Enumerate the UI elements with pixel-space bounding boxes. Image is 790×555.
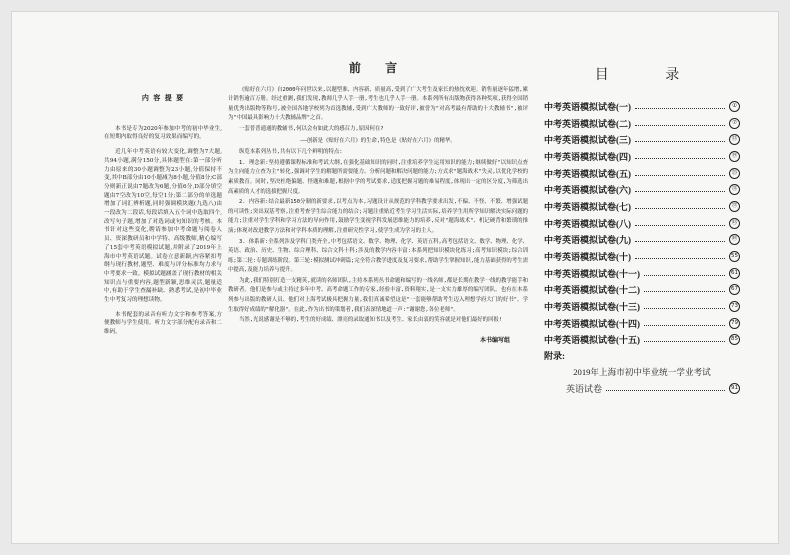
toc-entry-title: 中考英语模拟试卷(十一) xyxy=(544,268,640,279)
toc-entry-title: 中考英语模拟试卷(十二) xyxy=(544,285,640,296)
toc-page-number: ㉕ xyxy=(729,168,740,179)
toc-page-number: ㉛ xyxy=(729,184,740,195)
toc-column xyxy=(544,64,740,397)
toc-leader-dots xyxy=(635,141,725,142)
toc-appendix-title: 2019年上海市初中毕业统一学业考试 xyxy=(573,367,711,378)
toc-entry[interactable] xyxy=(544,131,740,148)
toc-entry[interactable] xyxy=(544,232,740,249)
intro-column xyxy=(104,94,222,343)
preface-paragraph: 《贴好在六月》自2000年问世以来,以题型准、内容新、质量高,受到了广大考生及家长的热忱欢迎。销售量逐年猛增,累计销售逾百万册。经过重测,我们发现,教师几乎人手一册,考生也几乎人手一册。本系列所有出版物获得各种奖项,获得全国销量优秀出版物等称号,被全国各地学校列为首选教辅,受到广大教师的一致好评,被誉为"对高考最有帮助的十大教辅书",被评为"中国最具影响力十大教辅品牌"之首。 xyxy=(228,86,528,122)
toc-page-number: 73 xyxy=(729,301,740,312)
toc-page-number: ㊸ xyxy=(729,218,740,229)
toc-entry[interactable] xyxy=(544,165,740,182)
toc-leader-dots xyxy=(606,390,725,391)
preface-paragraph: 一套普普通通的教辅书,何以会有如此大的感召力,原因何在? xyxy=(239,125,384,132)
intro-paragraph: 本书配套的录音有听力文字和参考答案,方便教师与学生使用。听力文字部分配有录音和二维码。 xyxy=(104,311,222,336)
toc-entry-title: 中考英语模拟试卷(四) xyxy=(544,151,631,162)
toc-entry-title: 中考英语模拟试卷(十四) xyxy=(544,318,640,329)
toc-entry[interactable] xyxy=(544,332,740,349)
toc-leader-dots xyxy=(644,291,725,292)
preface-paragraph: 2. 内容新:结合最新150分制的新要求,以考点为本,习题设计从规范的学科教学要求出发,不偏、不怪、不繁、增强试题的可读性;突出双基考察,注重考查学生综合能力的结合;习题注重贴近考生学习生活实际,培养学生用所学知识解决实际问题的能力;注重对学生学科和学习方法的导向作用,鼓励学生变视学科发展思维能力的培养,反对"题海战术"、机记硬背和繁琐的推演;体现对改进教学方法和对学科本质的理解,注重研究性学习,使学生成为学习的主人。 xyxy=(228,199,528,234)
toc-leader-dots xyxy=(635,175,725,176)
book-spread xyxy=(12,12,778,543)
toc-page-number: 85 xyxy=(729,334,740,345)
preface-signature: 本书编写组 xyxy=(479,336,510,344)
toc-page-number: 91 xyxy=(729,383,740,394)
intro-title: 内 容 提 要 xyxy=(141,94,185,102)
preface-title: 前 言 xyxy=(348,61,408,75)
toc-page-number: 55 xyxy=(729,251,740,262)
toc-entry-title: 中考英语模拟试卷(二) xyxy=(544,118,631,129)
toc-page-number: ㊾ xyxy=(729,234,740,245)
preface-paragraph: 3. 体系新:全系列涉及学科门类齐全,中考包括语文、数学、物理、化学、英语五科,高考包括语文、数学、物理、化学、英语、政治、历史、生物、综合理科、综合文科十科;涉及的教学内容丰富:本系列把知识模块化练习;高考知识模块;综合训练;第二轮:专题训练阶段。第三轮:模拟测试冲刺篇;完全符合教学进度及复习要求,帮助学生掌握知识,能力基础获得的考生需中提高,及能力培养与提升。 xyxy=(228,238,529,274)
toc-leader-dots xyxy=(635,108,725,109)
toc-page-number: ⑦ xyxy=(729,118,740,129)
toc-entry-title: 中考英语模拟试卷(十) xyxy=(544,252,631,263)
preface-column xyxy=(228,61,529,345)
toc-entry[interactable] xyxy=(544,198,740,215)
toc-entry-title: 中考英语模拟试卷(三) xyxy=(544,135,631,146)
preface-paragraph: 纵览本系列丛书,共有以下几个鲜明的特点: xyxy=(239,149,343,156)
toc-leader-dots xyxy=(635,241,725,242)
toc-page-number: ① xyxy=(729,101,740,112)
toc-page-number: ⑬ xyxy=(729,134,740,145)
toc-leader-dots xyxy=(644,341,725,342)
toc-leader-dots xyxy=(635,225,725,226)
toc-page-number: 79 xyxy=(729,318,740,329)
toc-entry-title: 中考英语模拟试卷(七) xyxy=(544,201,631,212)
toc-leader-dots xyxy=(644,325,725,326)
toc-leader-dots xyxy=(635,258,725,259)
toc-entry-title: 中考英语模拟试卷(五) xyxy=(544,168,631,179)
toc-page-number: 67 xyxy=(729,284,740,295)
toc-entry[interactable] xyxy=(544,181,740,198)
toc-leader-dots xyxy=(635,208,725,209)
intro-paragraph: 本书是专为2020年参加中考的初中毕业生,在短期内取得良好的复习效果而编写的。 xyxy=(104,125,222,141)
toc-entry[interactable] xyxy=(544,115,740,132)
toc-entry[interactable] xyxy=(544,215,740,232)
toc-entry[interactable] xyxy=(544,265,740,282)
preface-quote: ——创新是《贴好在六月》的生命,特色是《贴好在六月》的精华。 xyxy=(300,137,456,144)
toc-entry-title: 中考英语模拟试卷(一) xyxy=(544,101,631,112)
toc-entry[interactable] xyxy=(544,248,740,265)
toc-list xyxy=(544,98,740,348)
toc-leader-dots xyxy=(644,308,725,309)
toc-appendix-label: 附录: xyxy=(544,351,565,362)
toc-leader-dots xyxy=(635,125,725,126)
toc-leader-dots xyxy=(644,275,725,276)
toc-entry[interactable] xyxy=(544,282,740,299)
toc-entry-title: 中考英语模拟试卷(十五) xyxy=(544,335,640,346)
toc-entry-title: 中考英语模拟试卷(九) xyxy=(544,235,631,246)
toc-entry-title: 英语试卷 xyxy=(566,384,603,395)
toc-entry[interactable] xyxy=(544,148,740,165)
toc-entry[interactable] xyxy=(544,298,740,315)
toc-leader-dots xyxy=(635,191,725,192)
preface-paragraph: 1. 理念新:坚持遵循课程标准和考试大纲,在强化基础知识的同时,注重培养学生运用知识的能力;继续做好"以知识点查为主向能力立查为主"转化,强调对学生的解题所需要能力、分析问题和解决问题的能力;方式求"题海战术"失灵,以优化学校的素质教育。同时,坚决杜绝偏题、怪题和难题,根据中学的考试要求,适度把握习题的难易程度,体现出一定的区分度,为筛选出高素质的人才的选拔把握尺度。 xyxy=(228,159,528,195)
toc-leader-dots xyxy=(635,158,725,159)
preface-paragraph: 为此,我们特别打造一支精英,就读的名师团队,主持本系列丛书命题和编写的一线名师,都是长期在教学一线的教学能手和教研者。他们是参与或主持过多年中考、高考命题工作的专家,经验丰富,资料翔实,是一支实力雄厚的编写团队。也有在本系列参与出版的教研人员、他们对上海考试极具把握力量,我们真诚希望这是"一套能够帮助考生迈入理想学府大门的好书"。学生取得好成绩的"解化器"。在此,作为出书的策划者,我们表深情地道一声:"谢谢您,各位老师"。 xyxy=(228,277,528,313)
toc-page-number: ㊲ xyxy=(729,201,740,212)
toc-page-number: ⑲ xyxy=(729,151,740,162)
intro-paragraph: 近几年中考英语有较大变化,调整为7大题,共94小题,满分150分,具体题型在:第一部分听力由原来的30小题调整为23小题,分值保持不变,其中B部分由10小题减为8小题,分值8分;C部分则新正说由7题改为6题,分值6分,D部分填空题由7空改为10空,每空1分;第二部分的单选题增加了词汇辨析题,同时强调模块题(九选八)由一段改为二段话,每段话填入五个词中选取四个,改写句子题,增加了对选词或句知识的考核。本书针对这些变化,聘请参加中考命题与阅卷人员、资深教研员和中学特、高级教师,精心编写了15套中考英语模拟试题,并附录了2019年上海市中考英语试题。试卷立意新颖,内容紧扣考纲与现行教材,题型、难度与评分标准均力求与中考要求一致。模拟试题涵盖了现行教材的相关知识点与重要内容,题型新颖,思维灵活,题量适中,有助于学生查漏补缺、熟悉考试,是初中毕业生中考复习的理想读物。 xyxy=(104,149,222,304)
toc-entry-title: 中考英语模拟试卷(十三) xyxy=(544,302,640,313)
toc-entry-title: 中考英语模拟试卷(八) xyxy=(544,218,631,229)
toc-entry[interactable] xyxy=(544,315,740,332)
toc-entry[interactable] xyxy=(544,98,740,115)
toc-entry-title: 中考英语模拟试卷(六) xyxy=(544,185,631,196)
toc-entry[interactable] xyxy=(544,380,740,397)
toc-page-number: 61 xyxy=(729,268,740,279)
preface-paragraph: 当然,光说感谢是不够的,考生的好成绩、漂亮的录取通知书以及考生、家长由衷的笑容就是对他们最好的回报! xyxy=(239,317,503,324)
toc-title: 目 录 xyxy=(594,67,706,83)
